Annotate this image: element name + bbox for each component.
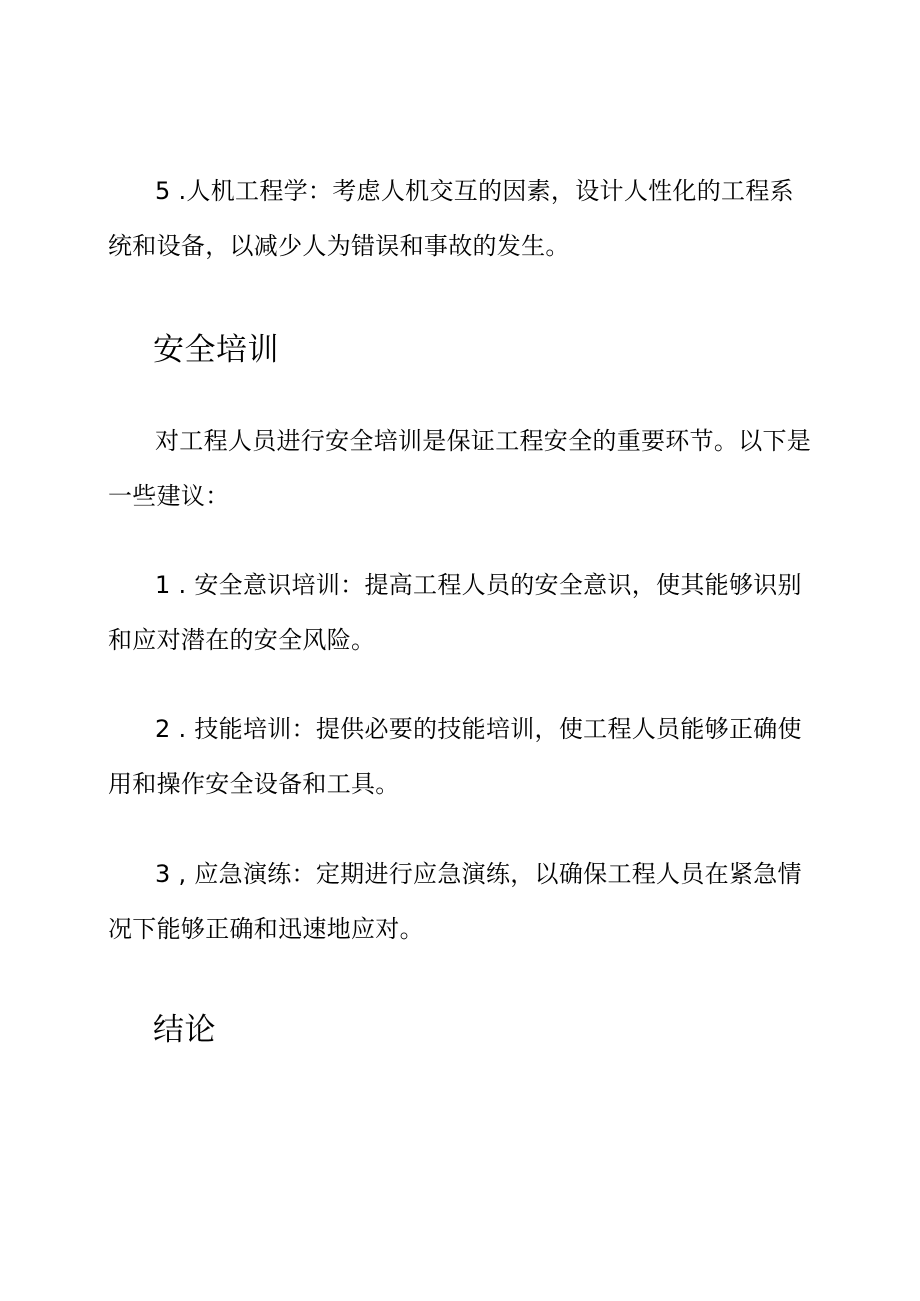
section-heading-conclusion: 结论 <box>153 1012 216 1048</box>
list-item-emergency-drill: 3 , 应急演练：定期进行应急演练，以确保工程人员在紧急情况下能够正确和迅速地应对。 <box>108 860 802 943</box>
list-item-ergonomics: 5 .人机工程学：考虑人机交互的因素，设计人性化的工程系统和设备，以减少人为错误和事故的发生。 <box>108 177 794 260</box>
list-item-skill-training: 2 . 技能培训：提供必要的技能培训，使工程人员能够正确使用和操作安全设备和工具。 <box>108 715 802 798</box>
list-item-safety-awareness: 1 . 安全意识培训：提高工程人员的安全意识，使其能够识别和应对潜在的安全风险。 <box>108 571 802 654</box>
section-heading-safety-training: 安全培训 <box>153 332 279 368</box>
safety-training-intro: 对工程人员进行安全培训是保证工程安全的重要环节。以下是一些建议： <box>108 427 812 510</box>
